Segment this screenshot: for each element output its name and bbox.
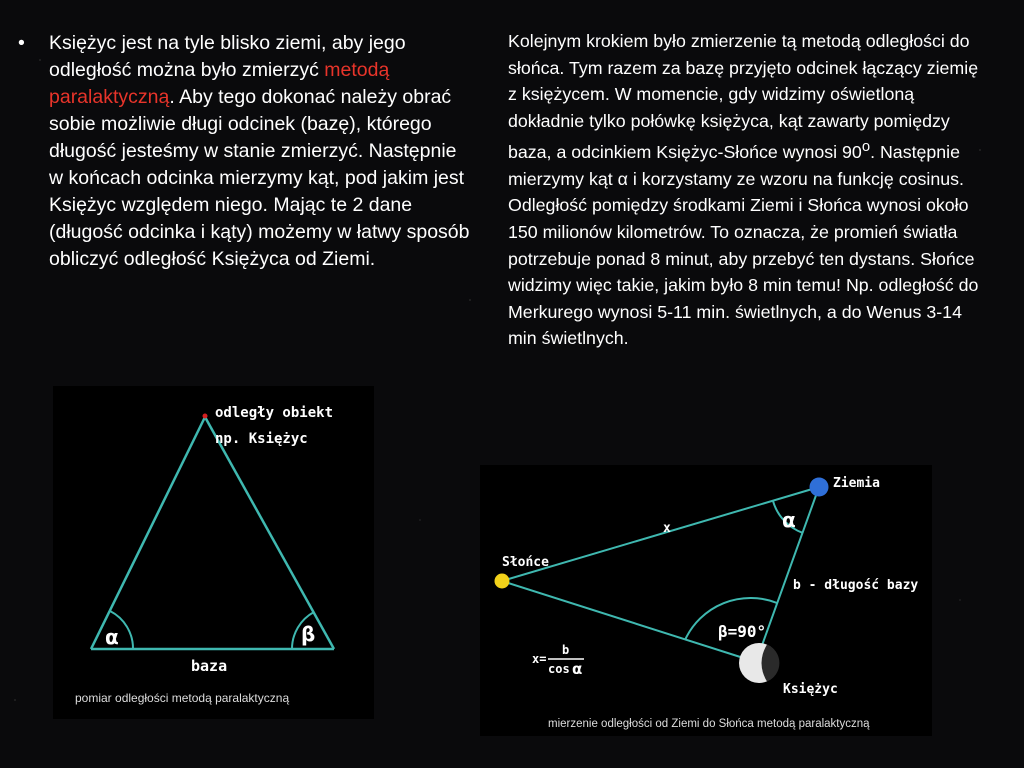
text-before: Księżyc jest na tyle blisko ziemi, aby jego odległość można było zmierzyć — [49, 32, 406, 81]
parallax-caption: pomiar odległości metodą paralaktyczną — [75, 691, 290, 705]
earth-label: Ziemia — [833, 476, 880, 491]
base-length-label: b - długość bazy — [793, 578, 919, 593]
sun-text-part1: Kolejnym krokiem było zmierzenie tą metodą odległości do słońca. Tym razem za bazę przyjęto odcinek łączący ziemię z księżycem. W momencie, gdy widzimy oświetloną dokładnie tylko połówkę księżyca, kąt zawarty pomiędzy baza, a odcinkiem Księżyc-Słońce wynosi 90 — [508, 31, 979, 163]
formula-lhs: x= — [532, 652, 547, 666]
parallax-diagram-svg — [53, 386, 374, 719]
distant-object-point — [203, 414, 208, 419]
sun-distance-diagram — [480, 465, 932, 736]
angle-beta-label: β — [301, 622, 316, 646]
object-label-2: np. Księżyc — [215, 431, 308, 447]
text-after: . Aby tego dokonać należy obrać sobie możliwie długi odcinek (bazę), którego długość jesteśmy w stanie zmierzyć. Następnie w końcach odcinka mierzymy kąt, pod jakim jest Księżyc względem niego. Mając te 2 dane (długość odcinka i kąty) możemy w łatwy sposób obliczyć odległość Księżyca od Ziemi. — [49, 86, 470, 270]
moon-parallax-text — [49, 30, 473, 273]
bullet-marker: • — [18, 32, 25, 54]
sun-distance-diagram-svg — [480, 465, 932, 736]
degree-superscript: o — [861, 139, 871, 156]
triangle-left-side — [91, 417, 205, 649]
moon-label: Księżyc — [783, 682, 838, 697]
sun-distance-caption: mierzenie odległości od Ziemi do Słońca metodą paralaktyczną — [548, 718, 870, 730]
triangle-right-side — [205, 417, 334, 649]
formula-numerator: b — [562, 643, 570, 657]
formula-alpha: α — [572, 660, 583, 678]
left-paragraph — [18, 30, 473, 273]
sun-label: Słońce — [502, 555, 549, 570]
side-x-label: x — [663, 521, 671, 536]
angle-alpha-label: α — [105, 625, 119, 649]
angle-alpha-label: α — [782, 508, 796, 532]
right-paragraph — [508, 28, 988, 352]
angle-beta-label: β=90° — [718, 622, 767, 641]
base-label: baza — [191, 657, 228, 675]
parallax-diagram — [53, 386, 374, 719]
object-label-1: odległy obiekt — [215, 405, 334, 421]
side-x-line — [502, 487, 819, 581]
highlight-link[interactable]: metodą paralaktyczną — [49, 59, 390, 108]
sun-icon — [495, 574, 510, 589]
sun-text-part2: . Następnie mierzymy kąt α i korzystamy ze wzoru na funkcję cosinus. Odległość pomiędzy środkami Ziemi i Słońca wynosi około 150 milionów kilometrów. To oznacza, że promień światła potrzebuje ponad 8 minut, aby przebyć ten dystans. Słońce widzimy więc takie, jakim było 8 min temu! Np. odległość do Merkurego wynosi 5-11 min. świetlnych, a do Wenus 3-14 min świetlnych. — [508, 142, 979, 349]
formula-denominator: cos — [548, 662, 570, 676]
earth-icon — [810, 478, 829, 497]
